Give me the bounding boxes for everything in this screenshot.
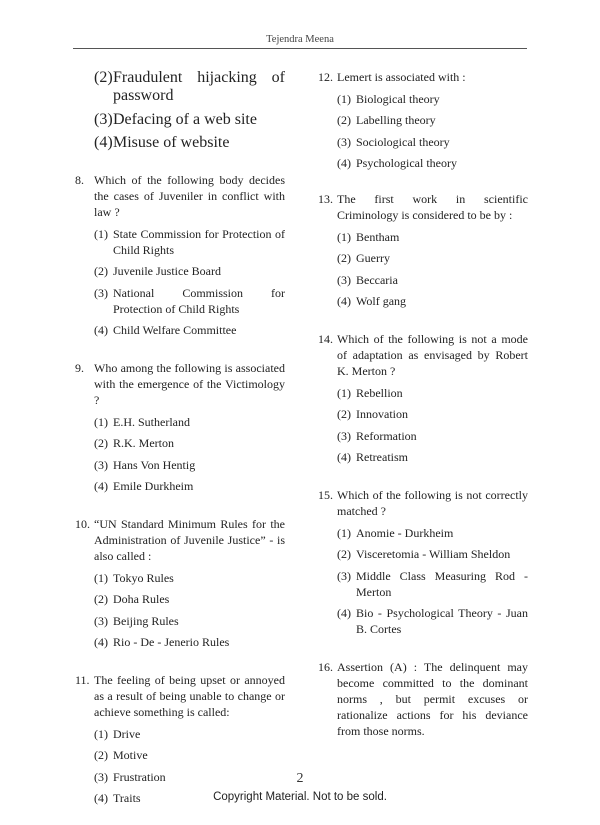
option [94,322,285,338]
option-text: Psychological theory [356,156,457,170]
continued-options [94,69,285,152]
option-list [337,91,528,172]
option-text: Juvenile Justice Board [113,264,221,278]
option [94,478,285,494]
option-text: Defacing of a web site [113,110,257,128]
option-text: Traits [113,791,141,805]
option-text: Bio - Psychological Theory - Juan B. Cortes [356,606,528,636]
option-number: (4) [337,606,351,620]
question-text: Who among the following is associated with the emergence of the Victimology ? [94,361,285,407]
option-text: E.H. Sutherland [113,414,190,429]
option-text: Tokyo Rules [113,570,174,585]
question [75,360,285,494]
option-number: (2) [94,69,113,86]
option-text: Beccaria [356,272,398,287]
option [337,568,528,600]
option [337,428,528,444]
option-list [337,385,528,466]
copyright-notice: Copyright Material. Not to be sold. [213,791,387,803]
option [337,155,528,171]
option-number: (3) [337,428,351,443]
option-number: (3) [94,769,108,784]
option-text: Child Welfare Committee [113,323,237,337]
option-text: Sociological theory [356,134,450,149]
option-text: Guerry [356,251,390,265]
question [75,516,285,650]
page-number: 2 [296,771,304,786]
option-text: Fraudulent hijacking of password [113,69,285,104]
question-number: 13. [318,192,333,206]
option-text: Middle Class Measuring Rod - Merton [356,568,528,599]
option-number: (2) [337,407,351,421]
question [318,191,528,309]
option-list [337,229,528,310]
option-number: (2) [94,592,108,606]
question-number: 16. [318,660,333,674]
option-text: Rio - De - Jenerio Rules [113,635,230,649]
question [318,487,528,637]
option-text: Anomie - Durkheim [356,525,454,540]
option-text: Reformation [356,428,417,443]
option-number: (1) [94,570,108,585]
option-text: National Commission for Protection of Child Rights [113,285,285,316]
question-number: 8. [75,173,84,187]
question [318,69,528,171]
option [94,747,285,763]
option [94,263,285,279]
option-number: (4) [94,635,108,649]
option [94,226,285,258]
option [94,69,285,105]
option-number: (4) [94,479,108,493]
question-number: 10. [75,517,90,531]
option [94,591,285,607]
option-text: Biological theory [356,91,440,106]
option-list [94,226,285,339]
question-text: Which of the following is not a mode of adaptation as envisaged by Robert K. Merton ? [337,332,528,378]
question [75,172,285,338]
left-question-list [75,172,285,806]
running-header: Tejendra Meena [266,34,334,45]
option-number: (3) [94,110,113,128]
question-text: Which of the following is not correctly matched ? [337,488,528,518]
header-rule [73,48,527,49]
option-number: (2) [94,748,108,762]
option [337,91,528,107]
question-text: Which of the following body decides the cases of Juveniler in conflict with law ? [94,173,285,219]
option [94,613,285,629]
option-number: (4) [337,156,351,170]
option [337,385,528,401]
option [94,726,285,742]
option-number: (2) [337,251,351,265]
right-question-list [318,69,528,739]
option-text: Drive [113,726,141,741]
option-text: Hans Von Hentig [113,457,196,472]
option-text: Labelling theory [356,113,436,127]
question-text: The feeling of being upset or annoyed as a result of being unable to change or achieve something is called: [94,673,285,719]
option-text: Doha Rules [113,592,170,606]
option [337,525,528,541]
option-text: Emile Durkheim [113,479,194,493]
option-text: Misuse of website [113,134,230,151]
option-number: (1) [337,525,351,540]
option-text: Wolf gang [356,294,407,308]
option-number: (4) [94,134,113,151]
right-column [318,72,528,739]
option [337,406,528,422]
option-text: Innovation [356,407,408,421]
option [337,272,528,288]
question-text: Assertion (A) : The delinquent may become committed to the dominant norms , but permit excuses or rationalize actions for his deviance from those norms. [337,660,528,738]
option [94,457,285,473]
question-number: 11. [75,673,90,687]
option-list [337,525,528,638]
option-text: Rebellion [356,385,403,400]
option-number: (2) [94,436,108,450]
option-number: (1) [337,385,351,400]
option [337,605,528,637]
question-text: The first work in scientific Criminology is considered to be by : [337,192,528,222]
option [94,414,285,430]
option-number: (1) [337,229,351,244]
question-text: “UN Standard Minimum Rules for the Administration of Juvenile Justice” - is also called : [94,517,285,563]
option-number: (3) [337,134,351,149]
option-number: (4) [94,791,108,805]
left-column [75,69,285,806]
option [337,250,528,266]
option-number: (1) [94,226,108,241]
option-text: Motive [113,748,148,762]
option [337,112,528,128]
option-list [94,570,285,651]
option [337,134,528,150]
option [94,435,285,451]
question-number: 9. [75,361,84,375]
option-number: (2) [337,113,351,127]
option-number: (1) [94,414,108,429]
option [94,111,285,129]
option-text: Beijing Rules [113,613,179,628]
option-number: (2) [94,264,108,278]
option-number: (3) [337,568,351,583]
option-number: (3) [94,457,108,472]
option-number: (3) [94,613,108,628]
question [318,331,528,465]
question-number: 14. [318,332,333,346]
option-number: (4) [94,323,108,337]
option-number: (1) [94,726,108,741]
question-number: 15. [318,488,333,502]
option [94,285,285,317]
option-text: Bentham [356,229,400,244]
option-text: State Commission for Protection of Child Rights [113,226,285,257]
question [318,659,528,739]
option [337,546,528,562]
question-text: Lemert is associated with : [337,70,466,84]
option-list [94,414,285,495]
option-number: (1) [337,91,351,106]
option [337,229,528,245]
option [94,570,285,586]
option [337,293,528,309]
option [94,134,285,152]
option-text: R.K. Merton [113,436,174,450]
option-number: (3) [337,272,351,287]
option-text: Frustration [113,769,166,784]
option-number: (3) [94,285,108,300]
question-number: 12. [318,70,333,84]
option-text: Visceretomia - William Sheldon [356,547,511,561]
option [94,634,285,650]
option [337,449,528,465]
option-number: (4) [337,294,351,308]
option-number: (2) [337,547,351,561]
option-text: Retreatism [356,450,408,464]
option-number: (4) [337,450,351,464]
